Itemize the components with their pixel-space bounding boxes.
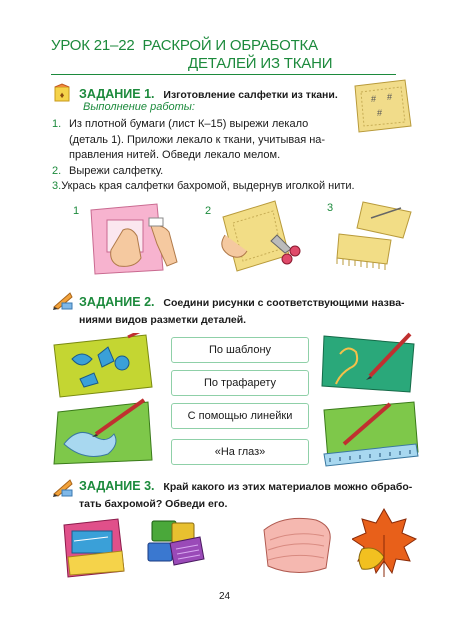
step-1-number: 1.	[52, 118, 62, 130]
lesson-topic-line1: РАСКРОЙ И ОБРАБОТКА	[142, 37, 318, 54]
svg-text:#: #	[387, 92, 393, 102]
picture-number-2: 2	[205, 205, 212, 217]
material-plasticine[interactable]	[142, 513, 210, 575]
task2-title-line1: Соедини рисунки с соответствующими назва-	[163, 297, 405, 309]
illustration-ruler	[320, 400, 420, 468]
step-2	[52, 164, 342, 180]
illustration-stencil	[50, 333, 156, 399]
napkin-illustration	[351, 78, 413, 134]
illustration-by-eye	[50, 398, 156, 468]
option-by-template[interactable]: По шаблону	[171, 337, 309, 363]
step-1-line3: правления нитей. Обведи лекало мелом.	[69, 149, 281, 161]
option-with-ruler[interactable]: С помощью линейки	[171, 403, 309, 429]
lesson-title-line1	[51, 37, 318, 54]
task1-title: Изготовление салфетки из ткани.	[163, 89, 338, 101]
task3-title-line2: тать бахромой? Обведи его.	[79, 498, 228, 510]
svg-text:#: #	[377, 108, 383, 118]
task2-title-line2: ниями видов разметки деталей.	[79, 314, 247, 326]
task1-label: ЗАДАНИЕ 1.	[79, 87, 155, 101]
lesson-title-line2: ДЕТАЛЕЙ ИЗ ТКАНИ	[188, 55, 333, 72]
illustration-fringed-napkin	[333, 198, 415, 273]
material-fabric[interactable]	[258, 510, 338, 576]
illustration-template	[320, 330, 420, 396]
task2-heading	[79, 293, 419, 329]
material-paper-pack[interactable]	[58, 517, 132, 579]
task3-title-line1: Край какого из этих материалов можно обрабо-	[163, 481, 413, 493]
step-1	[52, 117, 342, 164]
option-by-eye[interactable]: «На глаз»	[171, 439, 309, 465]
task1-subtitle: Выполнение работы:	[83, 101, 195, 113]
step-3	[52, 179, 355, 195]
step-3-number: 3.	[52, 180, 62, 192]
illustration-cutting-napkin	[215, 195, 303, 280]
task1-steps	[52, 117, 355, 195]
svg-text:♦: ♦	[59, 90, 65, 100]
picture-number-3: 3	[327, 202, 334, 214]
option-by-stencil[interactable]: По трафарету	[171, 370, 309, 396]
material-leaves[interactable]	[352, 505, 418, 581]
step-1-line1: Из плотной бумаги (лист К–15) вырежи лекало	[69, 118, 309, 130]
lesson-number: УРОК 21–22	[51, 37, 135, 54]
step-2-text: Вырежи салфетку.	[69, 164, 164, 177]
header-rule	[51, 74, 396, 75]
task3-icon	[52, 478, 74, 498]
task1-icon	[52, 83, 72, 103]
task3-label: ЗАДАНИЕ 3.	[79, 479, 155, 493]
step-2-number: 2.	[52, 164, 62, 177]
task2-label: ЗАДАНИЕ 2.	[79, 295, 155, 309]
svg-text:#: #	[371, 94, 377, 104]
step-1-line2: (деталь 1). Приложи лекало к ткани, учитывая на-	[69, 133, 326, 146]
page-number: 24	[218, 591, 231, 602]
step-3-text: Укрась края салфетки бахромой, выдернув иголкой нити.	[61, 180, 355, 192]
picture-number-1: 1	[73, 205, 80, 217]
task2-icon	[52, 291, 74, 311]
illustration-tracing-template	[85, 200, 180, 280]
